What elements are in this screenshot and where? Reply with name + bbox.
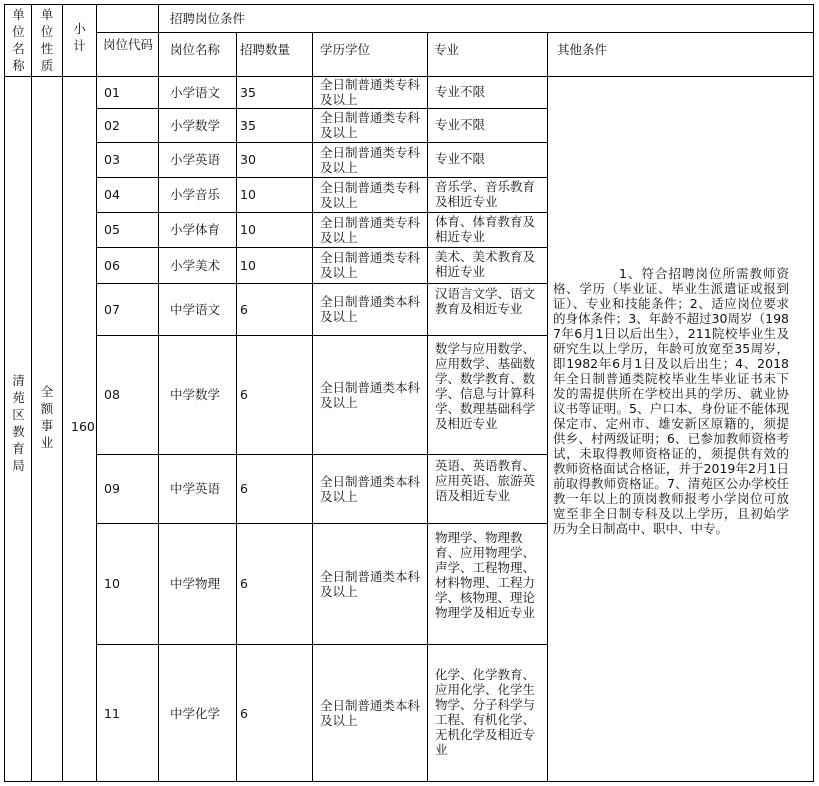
- row-major: 专业不限: [435, 151, 486, 166]
- row-post: 小学体育: [170, 222, 221, 237]
- header-unit-nature: [32, 4, 62, 76]
- header-col-edu: 学历学位: [320, 41, 371, 57]
- row-count: 30: [240, 152, 256, 167]
- header-col-count: 招聘数量: [240, 41, 291, 57]
- grid-line: [96, 177, 547, 178]
- row-code: 06: [104, 257, 120, 273]
- row-count: 6: [240, 387, 248, 402]
- row-count: 10: [240, 222, 256, 237]
- row-major: 音乐学、音乐教育及相近专业: [435, 178, 536, 209]
- row-post: 小学语文: [170, 84, 221, 100]
- row-major: 美术、美术教育及相近专业: [435, 249, 536, 279]
- row-edu: 全日制普通类专科及以上: [320, 250, 421, 280]
- row-major: 英语、英语教育、应用英语、旅游英语及相近专业: [435, 457, 536, 503]
- row-count: 6: [240, 301, 248, 317]
- grid-line: [427, 32, 428, 782]
- grid-line: [4, 4, 5, 782]
- row-edu: 全日制普通类专科及以上: [320, 144, 421, 175]
- header-col-code: 岗位代码: [103, 37, 154, 52]
- row-major: 体育、体育教育及相近专业: [435, 213, 536, 244]
- grid-line: [96, 32, 814, 33]
- row-major: 专业不限: [435, 83, 486, 99]
- header-conditions-title: 招聘岗位条件: [170, 10, 246, 26]
- unit-nature: [32, 383, 62, 463]
- header-subtotal: [63, 4, 96, 76]
- row-post: 小学数学: [170, 117, 221, 133]
- grid-line: [96, 644, 547, 645]
- grid-line: [31, 4, 32, 782]
- row-code: 04: [104, 187, 120, 202]
- grid-line: [96, 212, 547, 213]
- header-unit-name: [6, 4, 31, 76]
- header-col-post: 岗位名称: [170, 41, 221, 57]
- unit-total: 160: [71, 419, 95, 434]
- row-edu: 全日制普通类本科及以上: [320, 568, 421, 599]
- row-count: 6: [240, 705, 248, 721]
- row-code: 07: [104, 301, 120, 317]
- grid-line: [96, 4, 97, 782]
- header-col-other: 其他条件: [557, 41, 608, 57]
- grid-line: [312, 32, 313, 782]
- row-count: 35: [240, 84, 256, 100]
- unit-name: [6, 372, 31, 482]
- row-code: 08: [104, 387, 120, 402]
- row-edu: 全日制普通类专科及以上: [320, 214, 421, 245]
- row-major: 数学与应用数学、应用数学、基础数学、数学教育、数学、信息与计算科学、数理基础科学及相近专业: [435, 341, 536, 431]
- grid-line: [62, 4, 63, 782]
- row-code: 03: [104, 152, 120, 167]
- grid-line: [547, 32, 548, 782]
- row-post: 中学化学: [170, 705, 221, 721]
- grid-line: [158, 32, 159, 782]
- row-post: 中学英语: [170, 481, 221, 496]
- header-unit-nature-text: 单位性质: [40, 7, 54, 73]
- other-conditions: 1、符合招聘岗位所需教师资格、学历（毕业证、毕业生派遣证或报到证）、专业和技能条件；2、适应岗位要求的身体条件；3、年龄不超过30周岁（1987年6月1日以后出生），211院校毕业生及研究生以上学历，年龄可放宽至35周岁，即1982年6月1日及以后出生；4、2018年全日制普通类院校毕业生毕业证书未下发的需提供所在学校出具的学历、就业协议书等证明。5、户口本、身份证不能体现保定市、定州市、雄安新区原籍的，须提供乡、村两级证明；6、已参加教师资格考试，未取得教师资格证的，须提供有效的教师资格面试合格证，并于2019年2月1日前取得教师资格证。7、清苑区公办学校任教一年以上的顶岗教师报考小学岗位可放宽至非全日制专科及以上学历，且初始学历为全日制高中、职中、中专。: [553, 266, 789, 536]
- row-post: 中学数学: [170, 387, 221, 402]
- unit-name-text: 清苑区教育局: [12, 373, 25, 473]
- grid-line: [96, 335, 547, 336]
- grid-line: [158, 4, 159, 32]
- grid-line: [96, 523, 547, 524]
- row-edu: 全日制普通类本科及以上: [320, 379, 421, 410]
- grid-line: [96, 108, 547, 109]
- row-code: 09: [104, 481, 120, 496]
- row-edu: 全日制普通类本科及以上: [320, 698, 421, 728]
- grid-line: [813, 4, 814, 782]
- row-edu: 全日制普通类专科及以上: [320, 179, 421, 210]
- row-code: 10: [104, 576, 120, 591]
- row-count: 10: [240, 187, 256, 202]
- row-post: 中学语文: [170, 301, 221, 317]
- row-post: 中学物理: [170, 576, 221, 591]
- row-major: 化学、化学教育、应用化学、化学生物学、分子科学与工程、有机化学、无机化学及相近专业: [435, 667, 536, 757]
- grid-line: [4, 781, 814, 782]
- row-code: 01: [104, 84, 120, 100]
- unit-nature-text: 全额事业: [40, 384, 54, 450]
- row-count: 6: [240, 576, 248, 591]
- header-unit-name-text: 单位名称: [12, 7, 25, 73]
- grid-line: [96, 142, 547, 143]
- grid-line: [96, 283, 547, 284]
- row-edu: 全日制普通类本科及以上: [320, 473, 421, 504]
- row-count: 35: [240, 117, 256, 133]
- row-post: 小学美术: [170, 257, 221, 273]
- row-code: 02: [104, 117, 120, 133]
- header-subtotal-text: 小计: [73, 21, 86, 53]
- grid-line: [4, 76, 814, 77]
- grid-line: [236, 32, 237, 782]
- row-major: 专业不限: [435, 116, 486, 132]
- row-count: 6: [240, 481, 248, 496]
- row-count: 10: [240, 257, 256, 273]
- grid-line: [96, 454, 547, 455]
- row-post: 小学音乐: [170, 187, 221, 202]
- row-code: 05: [104, 222, 120, 237]
- row-edu: 全日制普通类专科及以上: [320, 77, 421, 107]
- header-col-major: 专业: [434, 41, 460, 57]
- row-edu: 全日制普通类本科及以上: [320, 294, 421, 324]
- row-major: 物理学、物理教育、应用物理学、声学、工程物理、材料物理、工程力学、核物理、理论物理学及相近专业: [435, 530, 536, 620]
- row-edu: 全日制普通类专科及以上: [320, 110, 421, 140]
- row-major: 汉语言文学、语文教育及相近专业: [435, 285, 536, 316]
- grid-line: [4, 4, 814, 5]
- row-post: 小学英语: [170, 152, 221, 167]
- row-code: 11: [104, 705, 120, 721]
- grid-line: [96, 247, 547, 248]
